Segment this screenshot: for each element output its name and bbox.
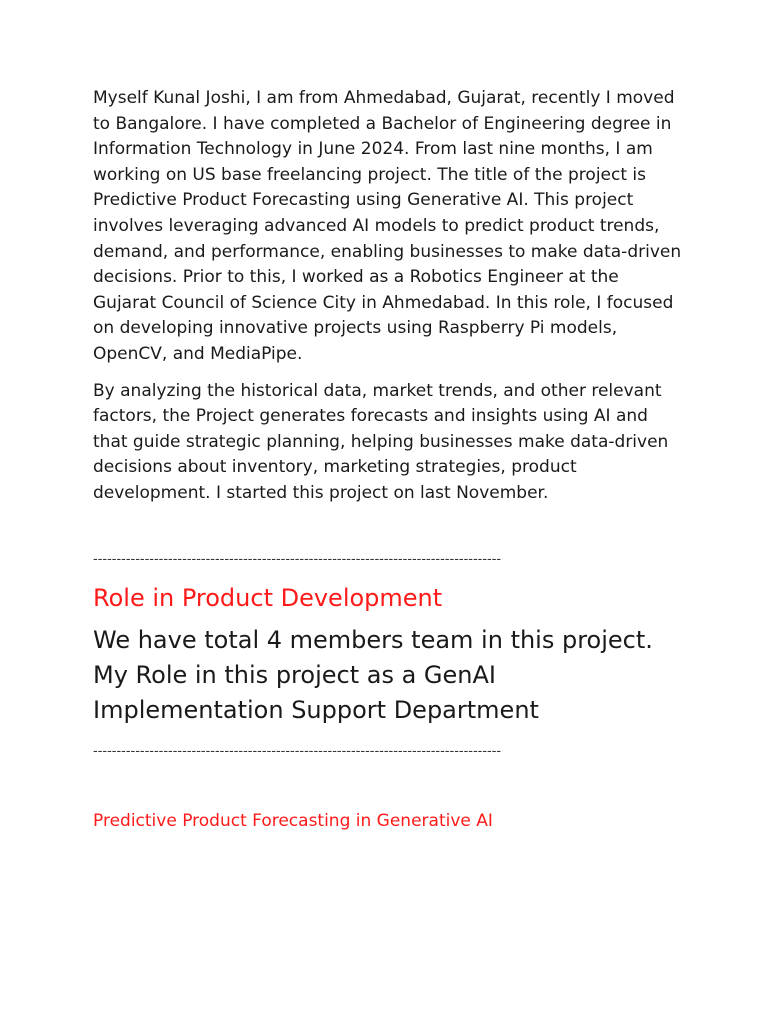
project-paragraph: By analyzing the historical data, market trends, and other relevant factors, the Project generates forecasts and insights using AI and that guide strategic planning, helping businesses make data-driven decisions about inventory, marketing strategies, product development. I started this project on last November.	[93, 380, 669, 503]
role-heading: Role in Product Development	[93, 583, 443, 612]
intro-paragraph: Myself Kunal Joshi, I am from Ahmedabad, Gujarat, recently I moved to Bangalore. I have completed a Bachelor of Engineering degree in Information Technology in June 2024. From last nine months, I am working on US base freelancing project. The title of the project is Predictive Product Forecasting using Generative AI. This project involves leveraging advanced AI models to predict product trends, demand, and performance, enabling businesses to make data-driven decisions. Prior to this, I worked as a Robotics Engineer at the Gujarat Council of Science City in Ahmedabad. In this role, I focused on developing innovative projects using Raspberry Pi models, OpenCV, and MediaPipe.	[93, 88, 682, 364]
role-description: We have total 4 members team in this project. My Role in this project as a GenAI Implementation Support Department	[93, 625, 653, 724]
section-title: Predictive Product Forecasting in Generative AI	[93, 810, 493, 831]
divider-line: ---------------------------------------------------------------------------------------	[93, 743, 502, 759]
document-page	[93, 86, 683, 834]
divider-line: ---------------------------------------------------------------------------------------	[93, 551, 502, 567]
